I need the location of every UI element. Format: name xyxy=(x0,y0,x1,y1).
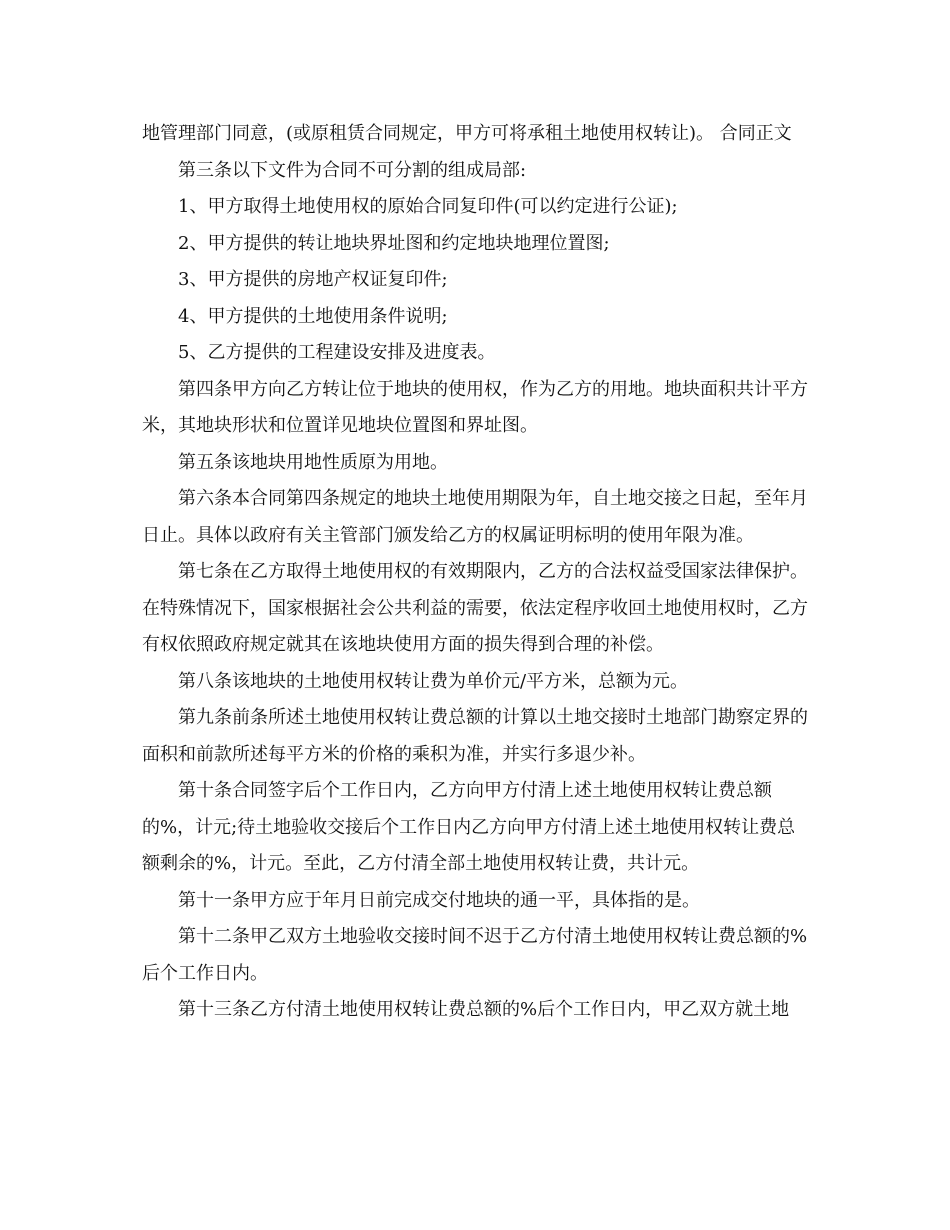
paragraph-article-7: 第七条在乙方取得土地使用权的有效期限内，乙方的合法权益受国家法律保护。在特殊情况下，国家根据社会公共利益的需要，依法定程序收回土地使用权时，乙方有权依照政府规定就其在该地块使用方面的损失得到合理的补偿。 xyxy=(142,561,808,655)
paragraph-article-4: 第四条甲方向乙方转让位于地块的使用权，作为乙方的用地。地块面积共计平方米，其地块形状和位置详见地块位置图和界址图。 xyxy=(142,378,808,436)
contract-text xyxy=(142,116,808,1029)
paragraph-article-12: 第十二条甲乙双方土地验收交接时间不迟于乙方付清土地使用权转让费总额的%后个工作日内。 xyxy=(142,926,808,984)
paragraph-article-6: 第六条本合同第四条规定的地块土地使用期限为年，自土地交接之日起，至年月日止。具体以政府有关主管部门颁发给乙方的权属证明标明的使用年限为准。 xyxy=(142,488,808,546)
paragraph-continuation: 地管理部门同意，(或原租赁合同规定，甲方可将承租土地使用权转让)。 合同正文 xyxy=(142,123,792,144)
paragraph-item-2: 2、甲方提供的转让地块界址图和约定地块地理位置图; xyxy=(178,232,610,254)
paragraph-article-13: 第十三条乙方付清土地使用权转让费总额的%后个工作日内，甲乙双方就土地 xyxy=(178,999,790,1020)
paragraph-item-5: 5、乙方提供的工程建设安排及进度表。 xyxy=(178,342,496,363)
paragraph-article-9: 第九条前条所述土地使用权转让费总额的计算以土地交接时土地部门勘察定界的面积和前款所述每平方米的价格的乘积为准，并实行多退少补。 xyxy=(142,707,808,765)
paragraph-article-8: 第八条该地块的土地使用权转让费为单价元/平方米，总额为元。 xyxy=(178,670,689,692)
paragraph-item-1: 1、甲方取得土地使用权的原始合同复印件(可以约定进行公证); xyxy=(178,196,678,217)
paragraph-item-4: 4、甲方提供的土地使用条件说明; xyxy=(178,305,448,327)
paragraph-article-3: 第三条以下文件为合同不可分割的组成局部: xyxy=(178,159,527,181)
paragraph-item-3: 3、甲方提供的房地产权证复印件; xyxy=(178,269,448,290)
paragraph-article-5: 第五条该地块用地性质原为用地。 xyxy=(178,451,448,473)
paragraph-article-10: 第十条合同签字后个工作日内，乙方向甲方付清上述土地使用权转让费总额的%，计元;待土地验收交接后个工作日内乙方向甲方付清上述土地使用权转让费总额剩余的%，计元。至此，乙方付清全部土地使用权转让费，共计元。 xyxy=(142,780,796,874)
paragraph-article-11: 第十一条甲方应于年月日前完成交付地块的通一平，具体指的是。 xyxy=(178,889,700,911)
